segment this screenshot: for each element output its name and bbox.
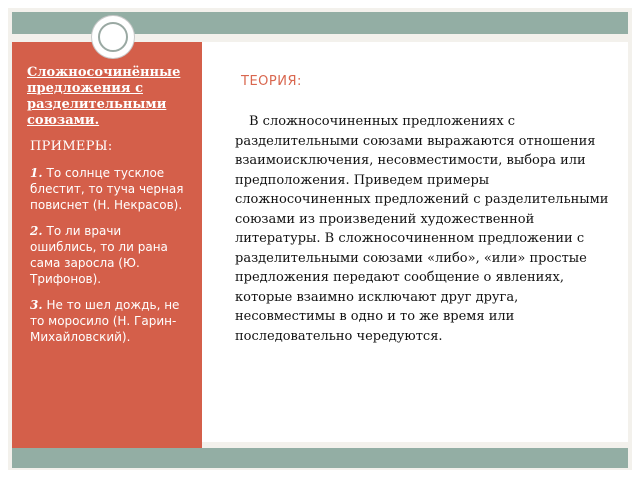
example-text: Не то шел дождь, не то моросило (Н. Гарин-Михайловский). bbox=[30, 298, 180, 344]
example-item bbox=[30, 165, 190, 213]
example-number: 1. bbox=[30, 166, 43, 180]
theory-body-text: В сложносочиненных предложениях с разделительными союзами выражаются отношения взаимоисключения, несовместимости, выбора или предположения. Приведем примеры сложносочиненных предложений с разделительными союзами из произведений художественной литературы. В сложносочиненном предложении с разделительными союзами «либо», «или» простые предложения передают сообщение о явлениях, которые взаимно исключают друг друга, несовместимы в одно и то же время или последовательно чередуются. bbox=[235, 114, 609, 344]
theory-heading: ТЕОРИЯ: bbox=[241, 74, 302, 89]
example-text: То ли врачи ошиблись, то ли рана сама заросла (Ю. Трифонов). bbox=[30, 224, 168, 286]
example-text: То солнце тусклое блестит, то туча черная повиснет (Н. Некрасов). bbox=[30, 166, 184, 212]
example-item bbox=[30, 223, 190, 287]
example-number: 2. bbox=[30, 224, 43, 238]
examples-heading: ПРИМЕРЫ: bbox=[30, 139, 113, 154]
example-item bbox=[30, 297, 190, 345]
bottom-band bbox=[12, 448, 628, 468]
circle-ornament-icon bbox=[92, 16, 134, 58]
examples-list bbox=[30, 165, 190, 355]
example-number: 3. bbox=[30, 298, 43, 312]
sidebar-title: Сложносочинённые предложения с разделительными союзами. bbox=[27, 65, 181, 128]
